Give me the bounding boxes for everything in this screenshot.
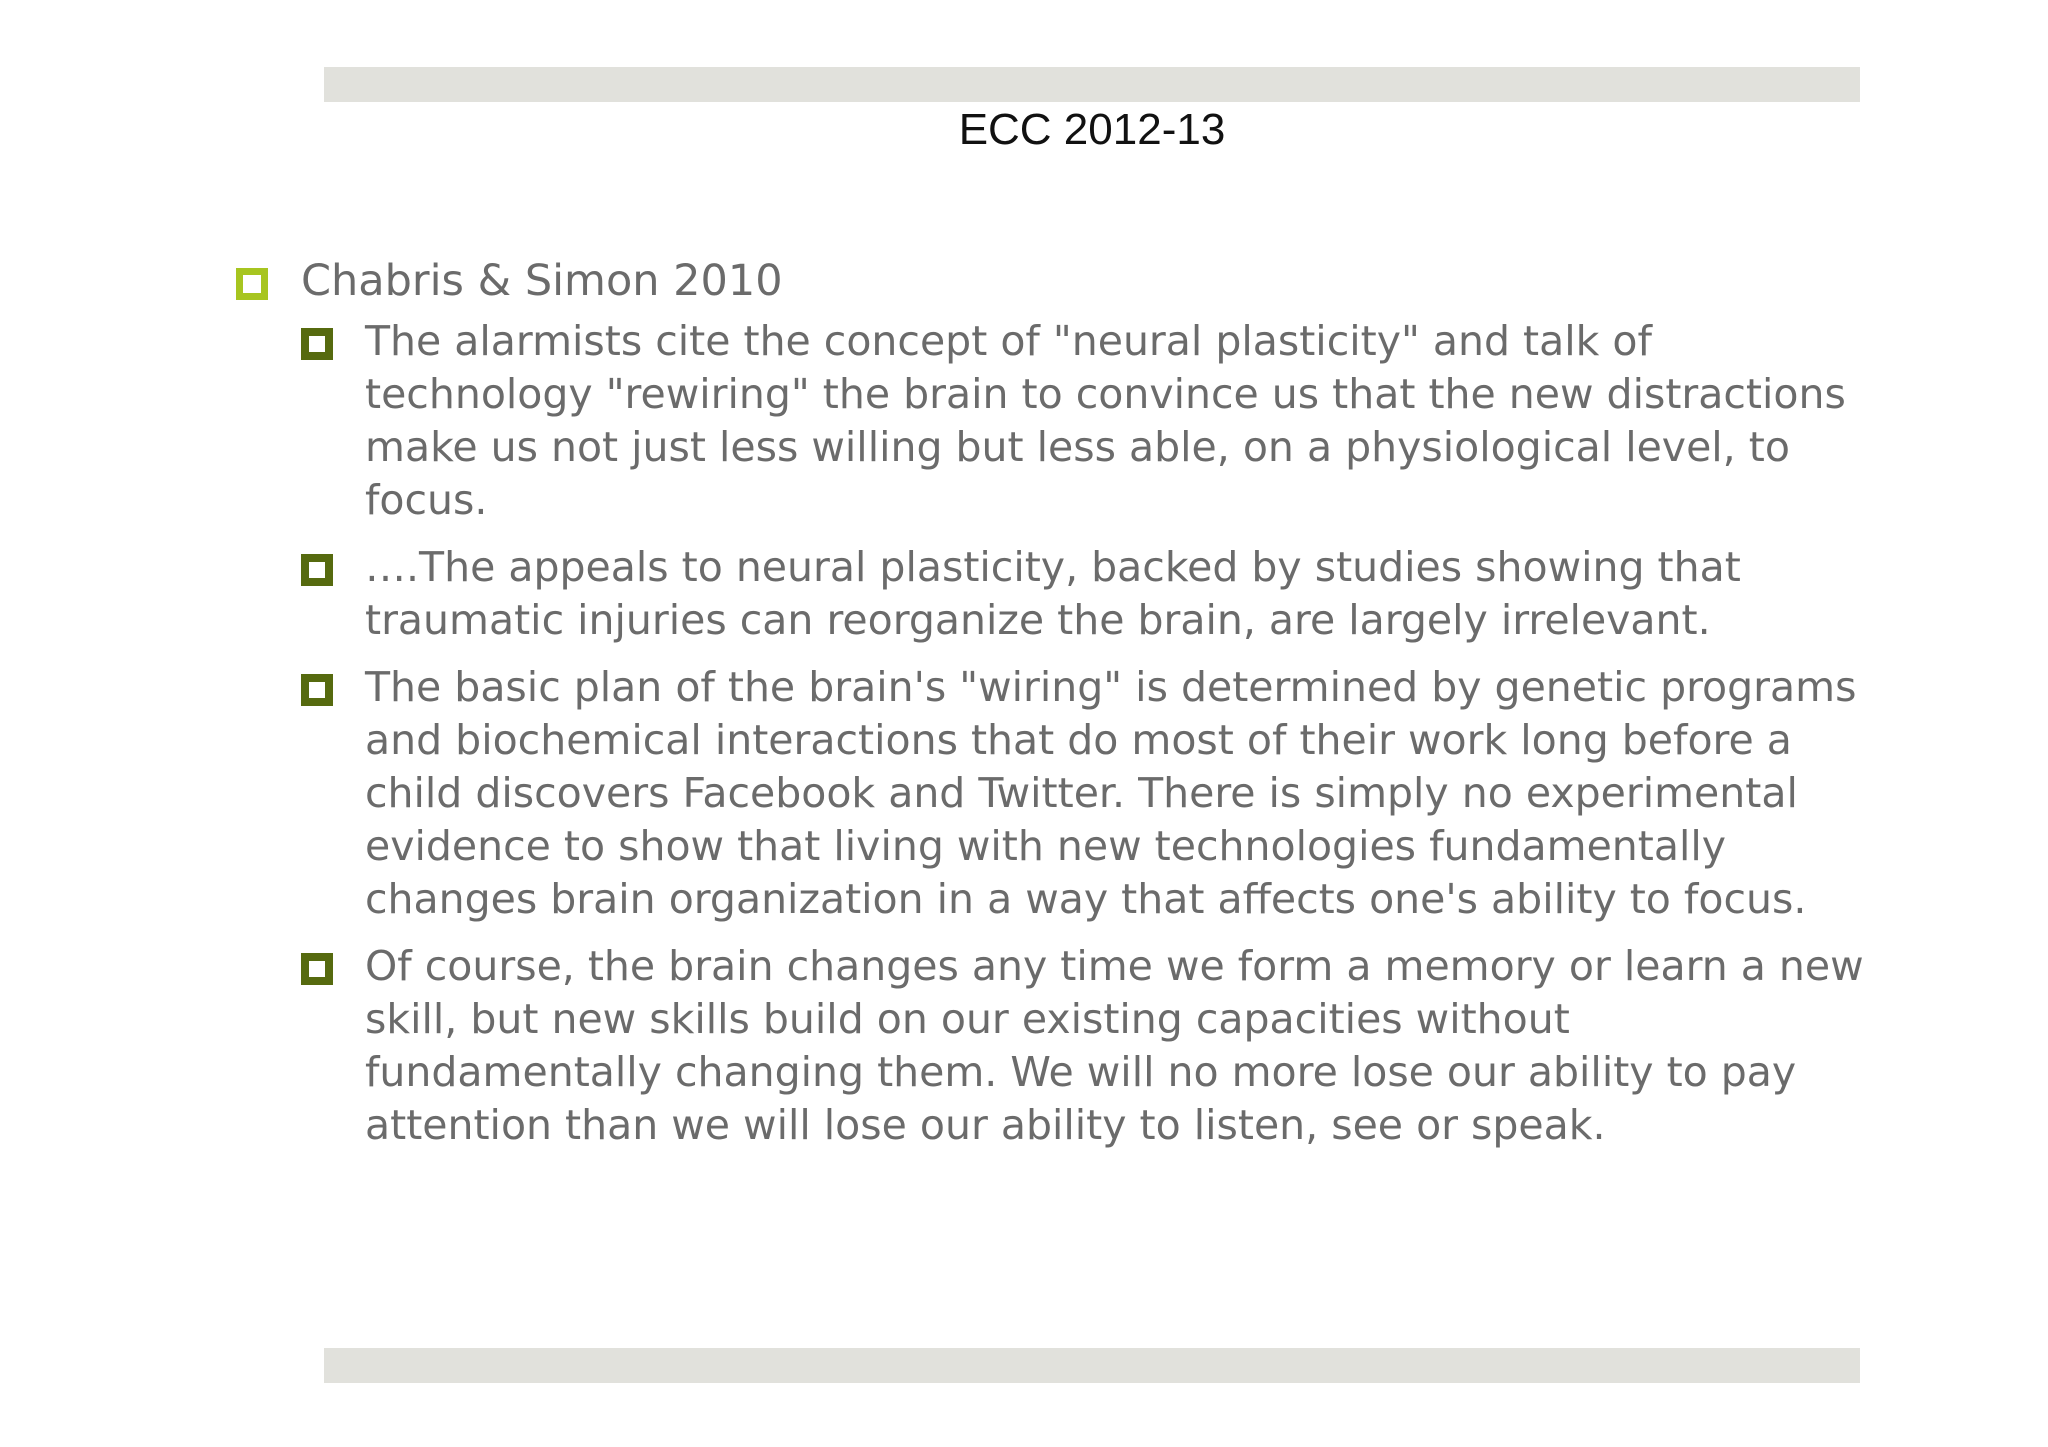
- square-bullet-icon: [301, 674, 333, 706]
- bullet-level2-text: Of course, the brain changes any time we form a memory or learn a new skill, but new skills build on our existing capacities without fundamentally changing them. We will no more lose our ability to pay attention than we will lose our ability to listen, see or speak.: [365, 942, 1864, 1149]
- bullet-level2-text: ….The appeals to neural plasticity, backed by studies showing that traumatic injuries can reorganize the brain, are largely irrelevant.: [365, 543, 1741, 644]
- bullet-level1-text: Chabris & Simon 2010: [301, 256, 783, 306]
- bottom-footer-band: [324, 1348, 1860, 1383]
- square-bullet-icon: [301, 328, 333, 360]
- top-header-band: [324, 67, 1860, 102]
- square-bullet-icon: [236, 268, 268, 300]
- bullet-level2-item: [301, 315, 1876, 527]
- slide-content: [236, 253, 1876, 1166]
- bullet-level2-item: [301, 541, 1876, 647]
- bullet-level2-text: The basic plan of the brain's "wiring" is determined by genetic programs and biochemical interactions that do most of their work long before a child discovers Facebook and Twitter. There is simply no experimental evidence to show that living with new technologies fundamentally changes brain organization in a way that affects one's ability to focus.: [365, 663, 1857, 923]
- square-bullet-icon: [301, 953, 333, 985]
- bullet-level2-item: [301, 940, 1876, 1152]
- bullet-level1-item: [236, 253, 1876, 309]
- square-bullet-icon: [301, 554, 333, 586]
- page-header-title: ECC 2012-13: [958, 105, 1226, 154]
- bullet-level2-text: The alarmists cite the concept of "neural plasticity" and talk of technology "rewiring" the brain to convince us that the new distractions make us not just less willing but less able, on a physiological level, to focus.: [365, 317, 1846, 524]
- bullet-level2-item: [301, 661, 1876, 926]
